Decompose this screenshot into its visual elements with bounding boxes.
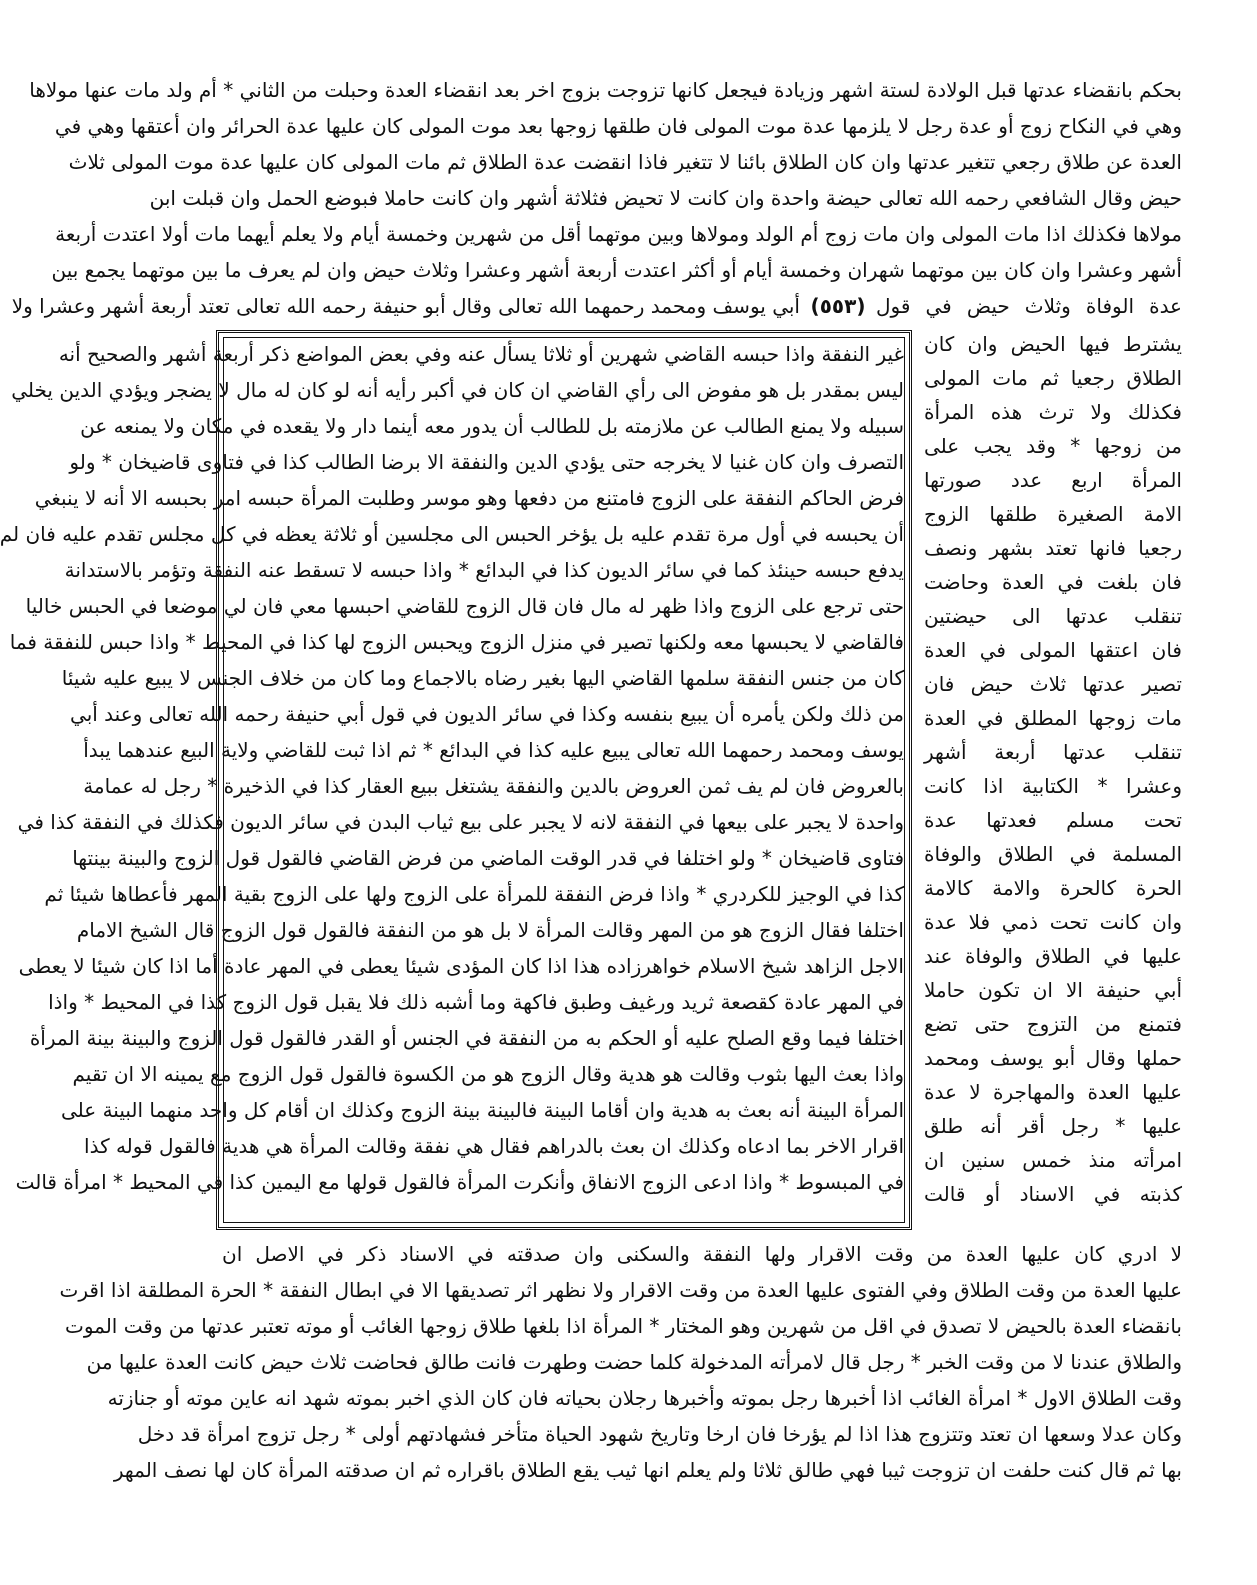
commentary-line: في المبسوط * واذا ادعى الزوج الانفاق وأنكرت المرأة فالقول قولها مع اليمين كذا في المحيط * امرأة قالت	[15, 1170, 904, 1194]
text-line: عليها العدة من وقت الطلاق وفي الفتوى عليها العدة من وقت الاقرار ولا نظهر اثر تصديقها الا في ابطال النفقة * الحرة المطلقة اذا اقرت	[59, 1278, 1182, 1302]
commentary-line: اختلفا فقال الزوج هو من المهر وقالت المرأة لا بل هو من النفقة فالقول قول الزوج قال الشيخ الامام	[76, 918, 904, 942]
text-line: أشهر وعشرا وان كان بين موتهما شهران وخمسة أيام أو أكثر اعتدت أربعة أشهر وعشرا وثلاث حيض وان لم يعرف ما بين موتهما يجمع بين	[51, 258, 1182, 282]
text-line-right-part: عدة الوفاة وثلاث حيض في قول	[876, 294, 1182, 318]
text-line: حيض وقال الشافعي رحمه الله تعالى حيضة واحدة وان كانت لا تحيض فثلاثة أشهر وان كانت حاملا فبوضع الحمل وان قبلت ابن	[149, 186, 1182, 210]
text-line: وهي في النكاح زوج أو عدة رجل لا يلزمها عدة موت المولى فان طلقها زوجها بعد موت المولى كان عليها عدة الحرائر وان أعتقها وهي في	[54, 114, 1182, 138]
side-text-line: عليها العدة والمهاجرة لا عدة	[924, 1080, 1182, 1104]
text-line: بانقضاء العدة بالحيض لا تصدق في اقل من شهرين وهو المختار * المرأة اذا بلغها طلاق زوجها الغائب أو موته تعتبر عدتها من وقت الموت	[64, 1314, 1182, 1338]
commentary-line: اقرار الاخر بما ادعاه وكذلك ان بعث بالدراهم فقال هي نفقة وقالت المرأة هي هدية فالقول قوله كذا	[84, 1134, 904, 1158]
commentary-line: في المهر عادة كقصعة ثريد ورغيف وطبق فاكهة وما أشبه ذلك فلا يقبل قول الزوج كذا في المحيط * واذا	[48, 990, 904, 1014]
commentary-line: أن يحبسه في أول مرة تقدم عليه بل يؤخر الحبس الى مجلسين أو ثلاثة يعظه في كل مجلس تقدم عليه فان لم	[0, 522, 904, 546]
text-line-left-part: أبي يوسف ومحمد رحمهما الله تعالى وقال أبو حنيفة رحمه الله تعالى تعتد أربعة أشهر وعشرا ولا	[11, 294, 800, 318]
side-text-line: تنقلب عدتها أربعة أشهر	[924, 740, 1182, 764]
text-line: وكان عدلا وسعها ان تعتد وتتزوج هذا اذا لم يؤرخا فان ارخا وتاريخ شهود الحياة متأخر فشهادتهم أولى * رجل تزوج امرأة قد دخل	[137, 1422, 1182, 1446]
side-text-line: فان بلغت في العدة وحاضت	[924, 570, 1182, 594]
text-line: والطلاق عندنا لا من وقت الخبر * رجل قال لامرأته المدخولة كلما حضت وطهرت فانت طالق فحاضت ثلاث حيض كانت العدة عليها من	[86, 1350, 1182, 1374]
commentary-line: حتى ترجع على الزوج واذا ظهر له مال فان قال الزوج للقاضي احبسها معي فان لي موضعا في الحبس خاليا	[25, 594, 904, 618]
side-text-line: رجعيا فانها تعتد بشهر ونصف	[924, 536, 1182, 560]
side-text-line: حملها وقال أبو يوسف ومحمد	[924, 1046, 1182, 1070]
side-text-line: فتمنع من التزوج حتى تضع	[924, 1012, 1182, 1036]
side-text-line: الحرة كالحرة والامة كالامة	[924, 876, 1182, 900]
commentary-line: الاجل الزاهد شيخ الاسلام خواهرزاده هذا اذا كان المؤدى شيئا يعطى في المهر عادة أما اذا كان شيئا لا يعطى	[18, 954, 904, 978]
side-text-line: عليها * رجل أقر أنه طلق	[924, 1114, 1182, 1138]
commentary-line: يدفع حبسه حينئذ كما في سائر الديون كذا في البدائع * واذا حبسه لا تسقط عنه النفقة وتؤمر بالاستدانة	[64, 558, 904, 582]
side-text-line: عليها في الطلاق والوفاة عند	[924, 944, 1182, 968]
commentary-line: كذا في الوجيز للكردري * واذا فرض النفقة للمرأة على الزوج ولها على الزوج بقية المهر فأعطاها شيئا ثم	[44, 882, 904, 906]
side-text-line: وان كانت تحت ذمي فلا عدة	[924, 910, 1182, 934]
commentary-line: غير النفقة واذا حبسه القاضي شهرين أو ثلاثا يسأل عنه وفي بعض المواضع ذكر أربعة أشهر والصحيح أنه	[58, 342, 904, 366]
page-number-value: ٥٥٣	[819, 294, 857, 318]
side-text-line: أبي حنيفة الا ان تكون حاملا	[924, 978, 1182, 1002]
commentary-line: من ذلك ولكن يأمره أن يبيع بنفسه وكذا في سائر الديون في قول أبي حنيفة رحمه الله تعالى وعند أبي	[70, 702, 904, 726]
commentary-line: واذا بعث اليها بثوب وقالت هو هدية وقال الزوج هو من الكسوة فالقول قول الزوج مع يمينه الا ان تقيم	[72, 1062, 904, 1086]
text-line: مولاها فكذلك اذا مات المولى وان مات زوج أم الولد ومولاها وبين موتهما أقل من شهرين وخمسة أيام ولا يعلم أيهما مات أولا اعتدت أربعة	[55, 222, 1182, 246]
side-text-line: الطلاق رجعيا ثم مات المولى	[924, 366, 1182, 390]
text-line: لا ادري كان عليها العدة من وقت الاقرار ولها النفقة والسكنى وان صدقته في الاسناد ذكر في الاصل ان	[222, 1242, 1182, 1266]
side-text-line: تنقلب عدتها الى حيضتين	[924, 604, 1182, 628]
text-line: بحكم بانقضاء عدتها قبل الولادة لستة اشهر وزيادة فيجعل كانها تزوجت بزوج اخر بعد انقضاء العدة وحبلت من الثاني * أم ولد مات عنها مولاها	[29, 78, 1182, 102]
commentary-line: يوسف ومحمد رحمهما الله تعالى يبيع عليه كذا في البدائع * ثم اذا ثبت للقاضي ولاية البيع عندهما يبدأ	[83, 738, 904, 762]
side-text-line: المسلمة في الطلاق والوفاة	[924, 842, 1182, 866]
commentary-line: فتاوى قاضيخان * ولو اختلفا في قدر الوقت الماضي من فرض القاضي فالقول قول الزوج والبينة بينتها	[72, 846, 904, 870]
side-text-line: امرأته منذ خمس سنين ان	[924, 1148, 1182, 1172]
side-text-line: كذبته في الاسناد أو قالت	[924, 1182, 1182, 1206]
side-text-line: تصير عدتها ثلاث حيض فان	[924, 672, 1182, 696]
side-text-line: من زوجها * وقد يجب على	[924, 434, 1182, 458]
commentary-line: فرض الحاكم النفقة على الزوج فامتنع من دفعها وهو موسر وطلبت المرأة حبسه امر بحبسه الا أنه لا ينبغي	[34, 486, 904, 510]
side-text-line: يشترط فيها الحيض وان كان	[924, 332, 1182, 356]
commentary-line: فالقاضي لا يحبسها معه ولكنها تصير في منزل الزوج ويحبس الزوج لها كذا في المحيط * واذا حبس للنفقة فما	[9, 630, 904, 654]
commentary-line: بالعروض فان لم يف ثمن العروض بالدين والنفقة يشتغل ببيع العقار كذا في الذخيرة * رجل له عمامة	[83, 774, 904, 798]
commentary-line: المرأة البينة أنه بعث به هدية وان أقاما البينة فالبينة بينة الزوج وكذلك ان أقام كل واحد منهما البينة على	[61, 1098, 904, 1122]
commentary-line: اختلفا فيما وقع الصلح عليه أو الحكم به من النفقة في الجنس أو القدر فالقول قول الزوج والبينة بينة المرأة	[29, 1026, 904, 1050]
commentary-line: سبيله ولا يمنع الطالب عن ملازمته بل للطالب أن يدور معه أينما دار ولا يقعده في مكان ولا يمنعه عن	[80, 414, 904, 438]
commentary-line: كان من جنس النفقة سلمها القاضي اليها بغير رضاه بالاجماع وما كان من خلاف الجنس لا يبيع عليه شيئا	[61, 666, 904, 690]
text-line: وقت الطلاق الاول * امرأة الغائب اذا أخبرها رجل بموته وأخبرها رجلان بحياته فان كان الذي اخبر بموته شهد انه عاين موته أو جنازته	[107, 1386, 1182, 1410]
side-text-line: تحت مسلم فعدتها عدة	[924, 808, 1182, 832]
commentary-line: التصرف وان كان غنيا لا يخرجه حتى يؤدي الدين والنفقة الا برضا الطالب كذا في فتاوى قاضيخان * ولو	[69, 450, 904, 474]
page-number: (٥٥٣)	[810, 294, 866, 318]
text-line: العدة عن طلاق رجعي تتغير عدتها وان كان الطلاق بائنا لا تتغير فاذا انقضت عدة الطلاق ثم مات المولى كان عليها عدة موت المولى ثلاث	[68, 150, 1182, 174]
side-text-line: فان اعتقها المولى في العدة	[924, 638, 1182, 662]
side-text-line: وعشرا * الكتابية اذا كانت	[924, 774, 1182, 798]
side-text-line: مات زوجها المطلق في العدة	[924, 706, 1182, 730]
side-text-line: فكذلك ولا ترث هذه المرأة	[924, 400, 1182, 424]
side-text-line: الامة الصغيرة طلقها الزوج	[924, 502, 1182, 526]
commentary-line: واحدة لا يجبر على بيعها في النفقة لانه لا يجبر على بيع ثياب البدن في سائر الديون فكذلك في النفقة كذا في	[17, 810, 904, 834]
commentary-line: ليس بمقدر بل هو مفوض الى رأي القاضي ان كان في أكبر رأيه أنه لو كان له مال لا يضجر ويؤدي الدين يخلي	[11, 378, 904, 402]
text-line: بها ثم قال كنت حلفت ان تزوجت ثيبا فهي طالق ثلاثا ولم يعلم انها ثيب يقع الطلاق باقراره ثم ان صدقته المرأة كان لها نصف المهر	[113, 1458, 1182, 1482]
side-text-line: المرأة اربع عدد صورتها	[924, 468, 1182, 492]
